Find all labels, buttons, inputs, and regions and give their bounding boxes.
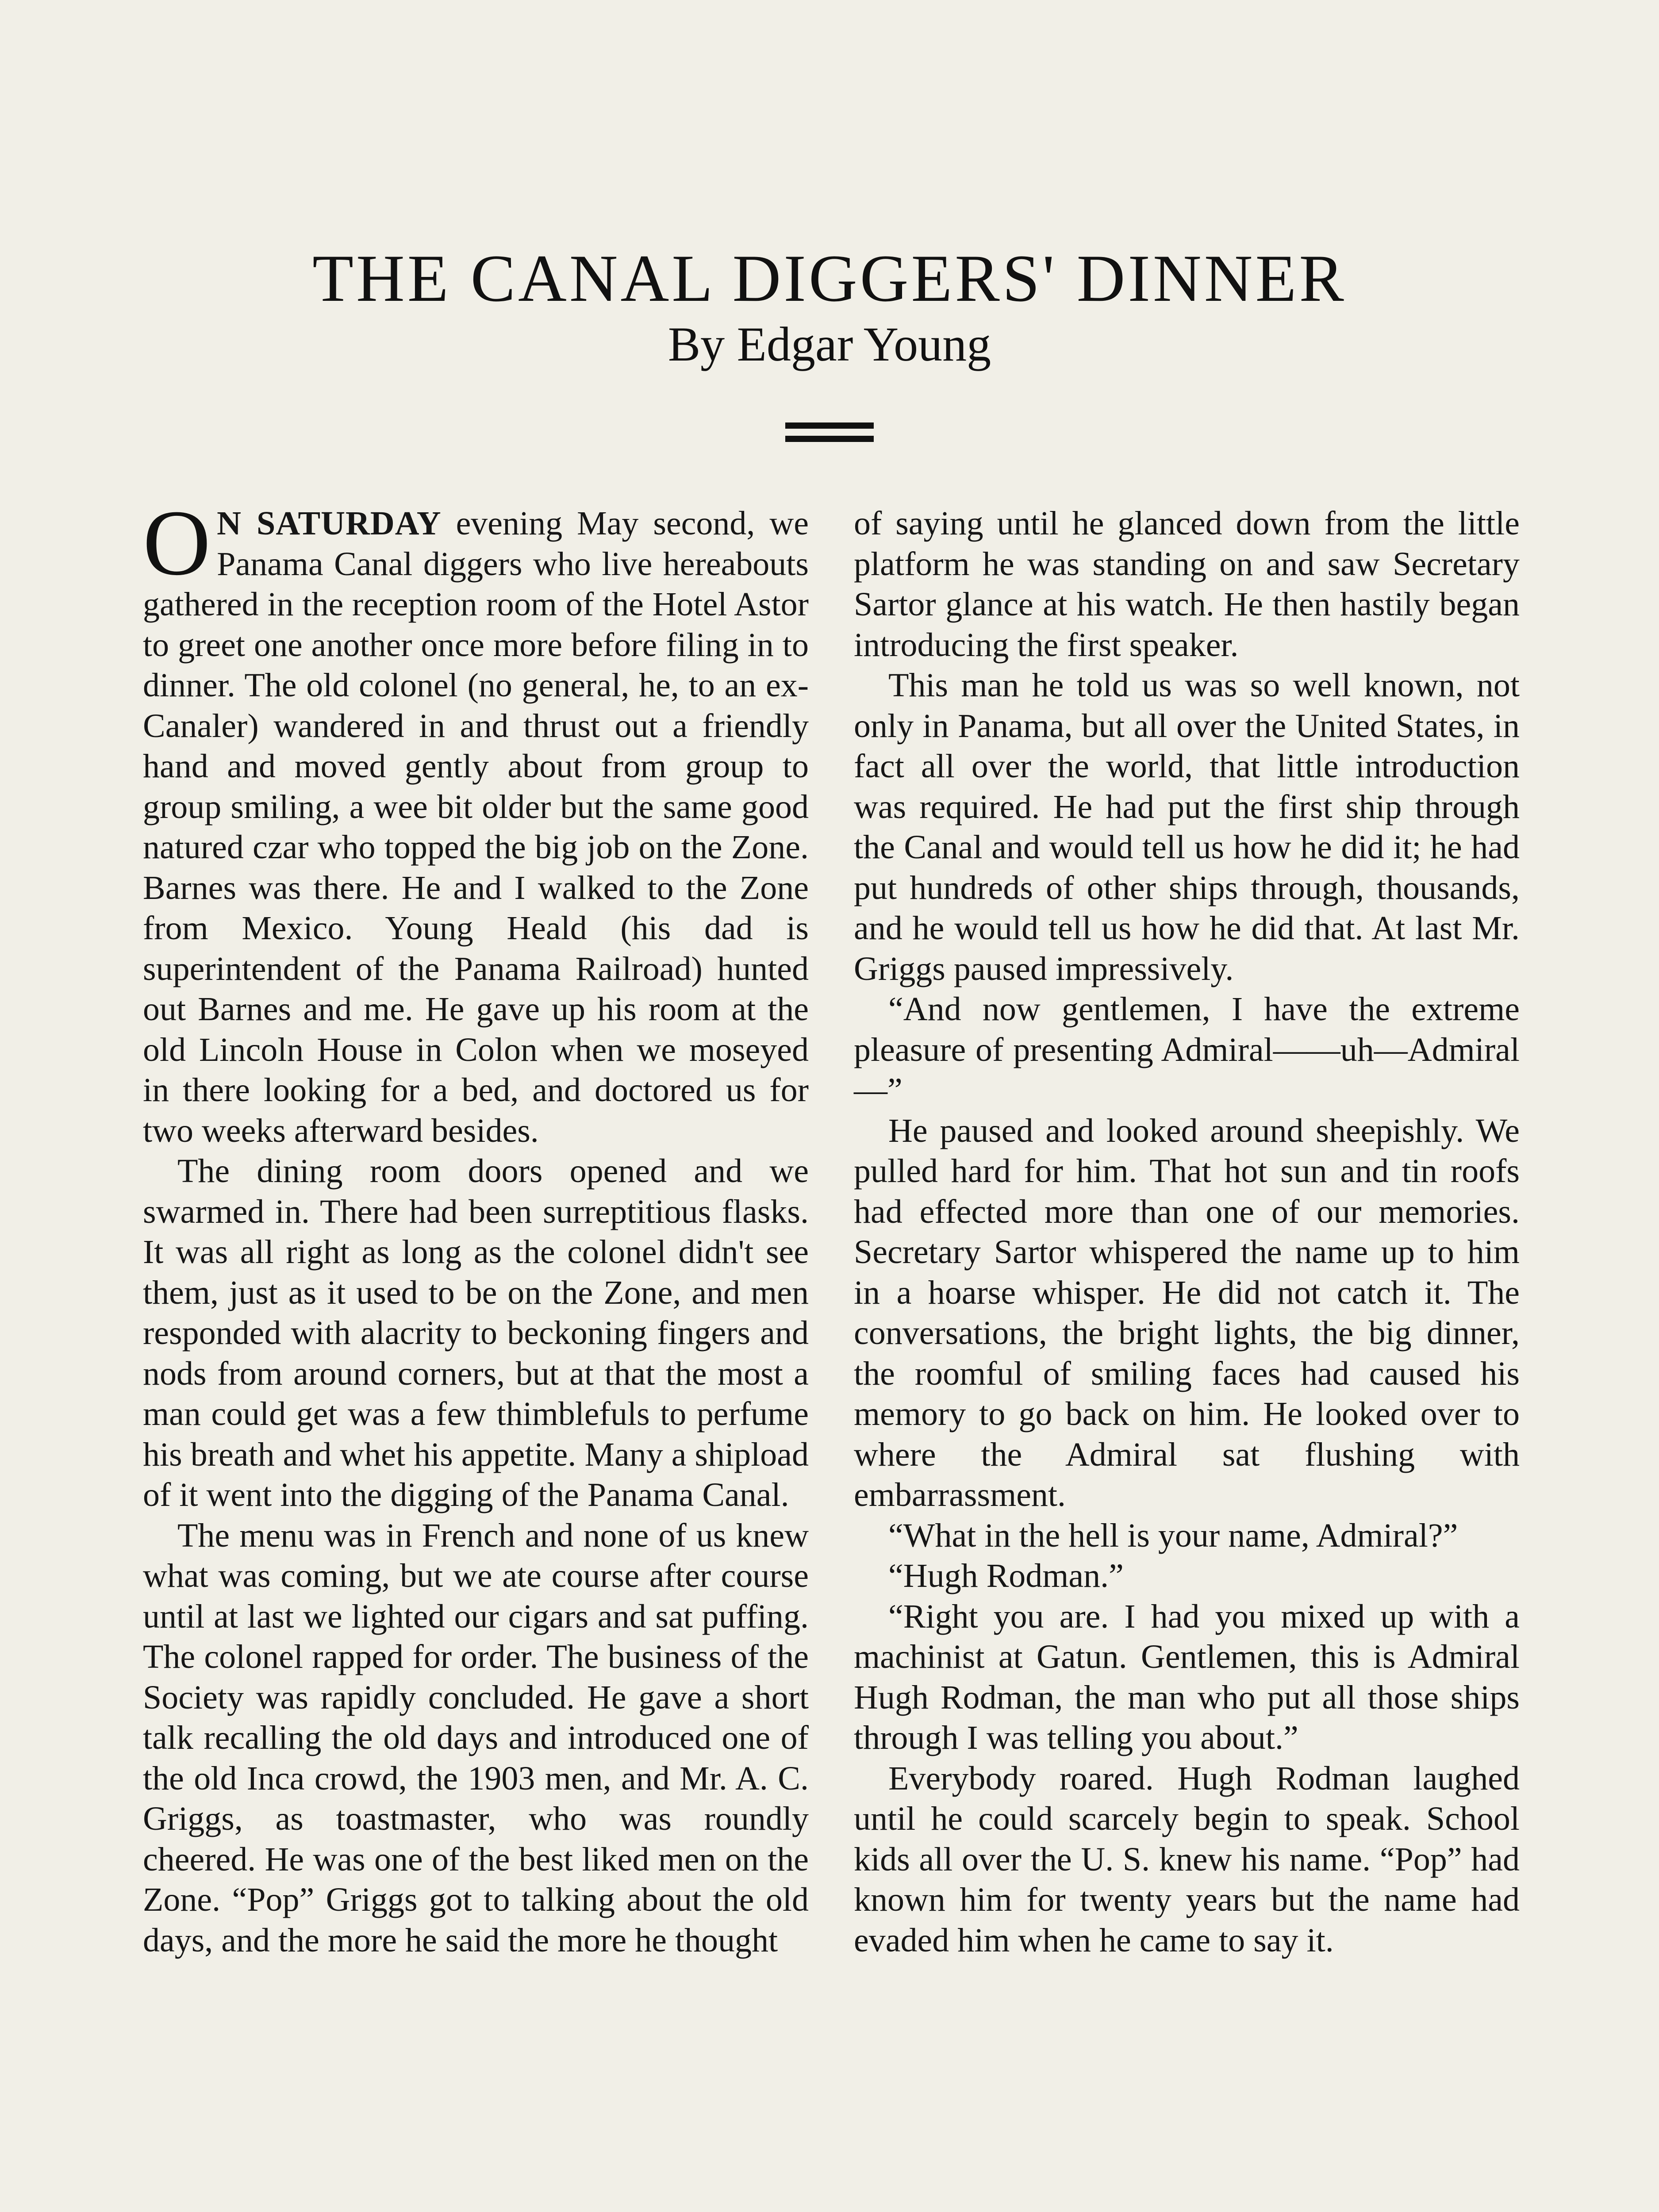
right-column bbox=[854, 503, 1520, 1961]
paragraph: He paused and looked around sheepishly. We pulled hard for him. That hot sun and tin roofs had effected more than one of our memories. Secretary Sartor whispered the name up to him in a hoarse whisper. He did not catch it. The conversations, the bright lights, the big dinner, the roomful of smiling faces had caused his memory to go back on him. He looked over to where the Admiral sat flushing with embarrassment. bbox=[854, 1112, 1520, 1513]
article-byline: By Edgar Young bbox=[668, 317, 991, 371]
paragraph: “Right you are. I had you mixed up with a machinist at Gatun. Gentlemen, this is Admiral Hugh Rodman, the man who put all those ships through I was telling you about.” bbox=[854, 1598, 1520, 1756]
paragraph: “Hugh Rodman.” bbox=[888, 1557, 1124, 1594]
article-title: THE CANAL DIGGERS' DINNER bbox=[312, 241, 1347, 315]
paragraph: The menu was in French and none of us knew what was coming, but we ate course after course until at last we lighted our cigars and sat puffing. The colonel rapped for order. The business of the Society was rapidly concluded. He gave a short talk recalling the old days and introduced one of the old Inca crowd, the 1903 men, and Mr. A. C. Griggs, as toastmaster, who was roundly cheered. He was one of the best liked men on the Zone. “Pop” Griggs got to talking about the old days, and the more he said the more he thought bbox=[143, 1517, 809, 1959]
title-rule-bottom bbox=[785, 436, 874, 442]
title-rule-top bbox=[785, 422, 874, 429]
drop-cap: O bbox=[143, 491, 211, 595]
paragraph: of saying until he glanced down from the little platform he was standing on and saw Secretary Sartor glance at his watch. He then hastily began introducing the first speaker. bbox=[854, 505, 1520, 664]
paragraph: “What in the hell is your name, Admiral?” bbox=[888, 1517, 1458, 1554]
left-column bbox=[143, 491, 809, 1961]
lead-in: N SATURDAY bbox=[217, 505, 442, 542]
paragraph-text: evening May second, we Panama Canal diggers who live hereabouts gathered in the reception room of the Hotel Astor to greet one another once more before filing in to dinner. The old colonel (no general, he, to an ex-Canaler) wandered in and thrust out a friendly hand and moved gently about from group to group smiling, a wee bit older but the same good natured czar who topped the big job on the Zone. Barnes was there. He and I walked to the Zone from Mexico. Young Heald (his dad is superintendent of the Panama Railroad) hunted out Barnes and me. He gave up his room at the old Lincoln House in Colon when we moseyed in there looking for a bed, and doctored us for two weeks afterward besides. bbox=[143, 505, 809, 1149]
paragraph bbox=[143, 491, 809, 1151]
paragraph: Everybody roared. Hugh Rodman laughed until he could scarcely begin to speak. School kids all over the U. S. knew his name. “Pop” had known him for twenty years but the name had evaded him when he came to say it. bbox=[854, 1759, 1520, 1959]
paragraph: “And now gentlemen, I have the extreme pleasure of presenting Admiral——uh—Admiral—” bbox=[854, 991, 1520, 1109]
paragraph: This man he told us was so well known, not only in Panama, but all over the United States, in fact all over the world, that little introduction was required. He had put the first ship through the Canal and would tell us how he did it; he had put hundreds of other ships through, thousands, and he would tell us how he did that. At last Mr. Griggs paused impressively. bbox=[854, 667, 1520, 987]
paragraph: The dining room doors opened and we swarmed in. There had been surreptitious flasks. It was all right as long as the colonel didn't see them, just as it used to be on the Zone, and men responded with alacrity to beckoning fingers and nods from around corners, but at that the most a man could get was a few thimblefuls to perfume his breath and whet his appetite. Many a shipload of it went into the digging of the Panama Canal. bbox=[143, 1152, 809, 1513]
